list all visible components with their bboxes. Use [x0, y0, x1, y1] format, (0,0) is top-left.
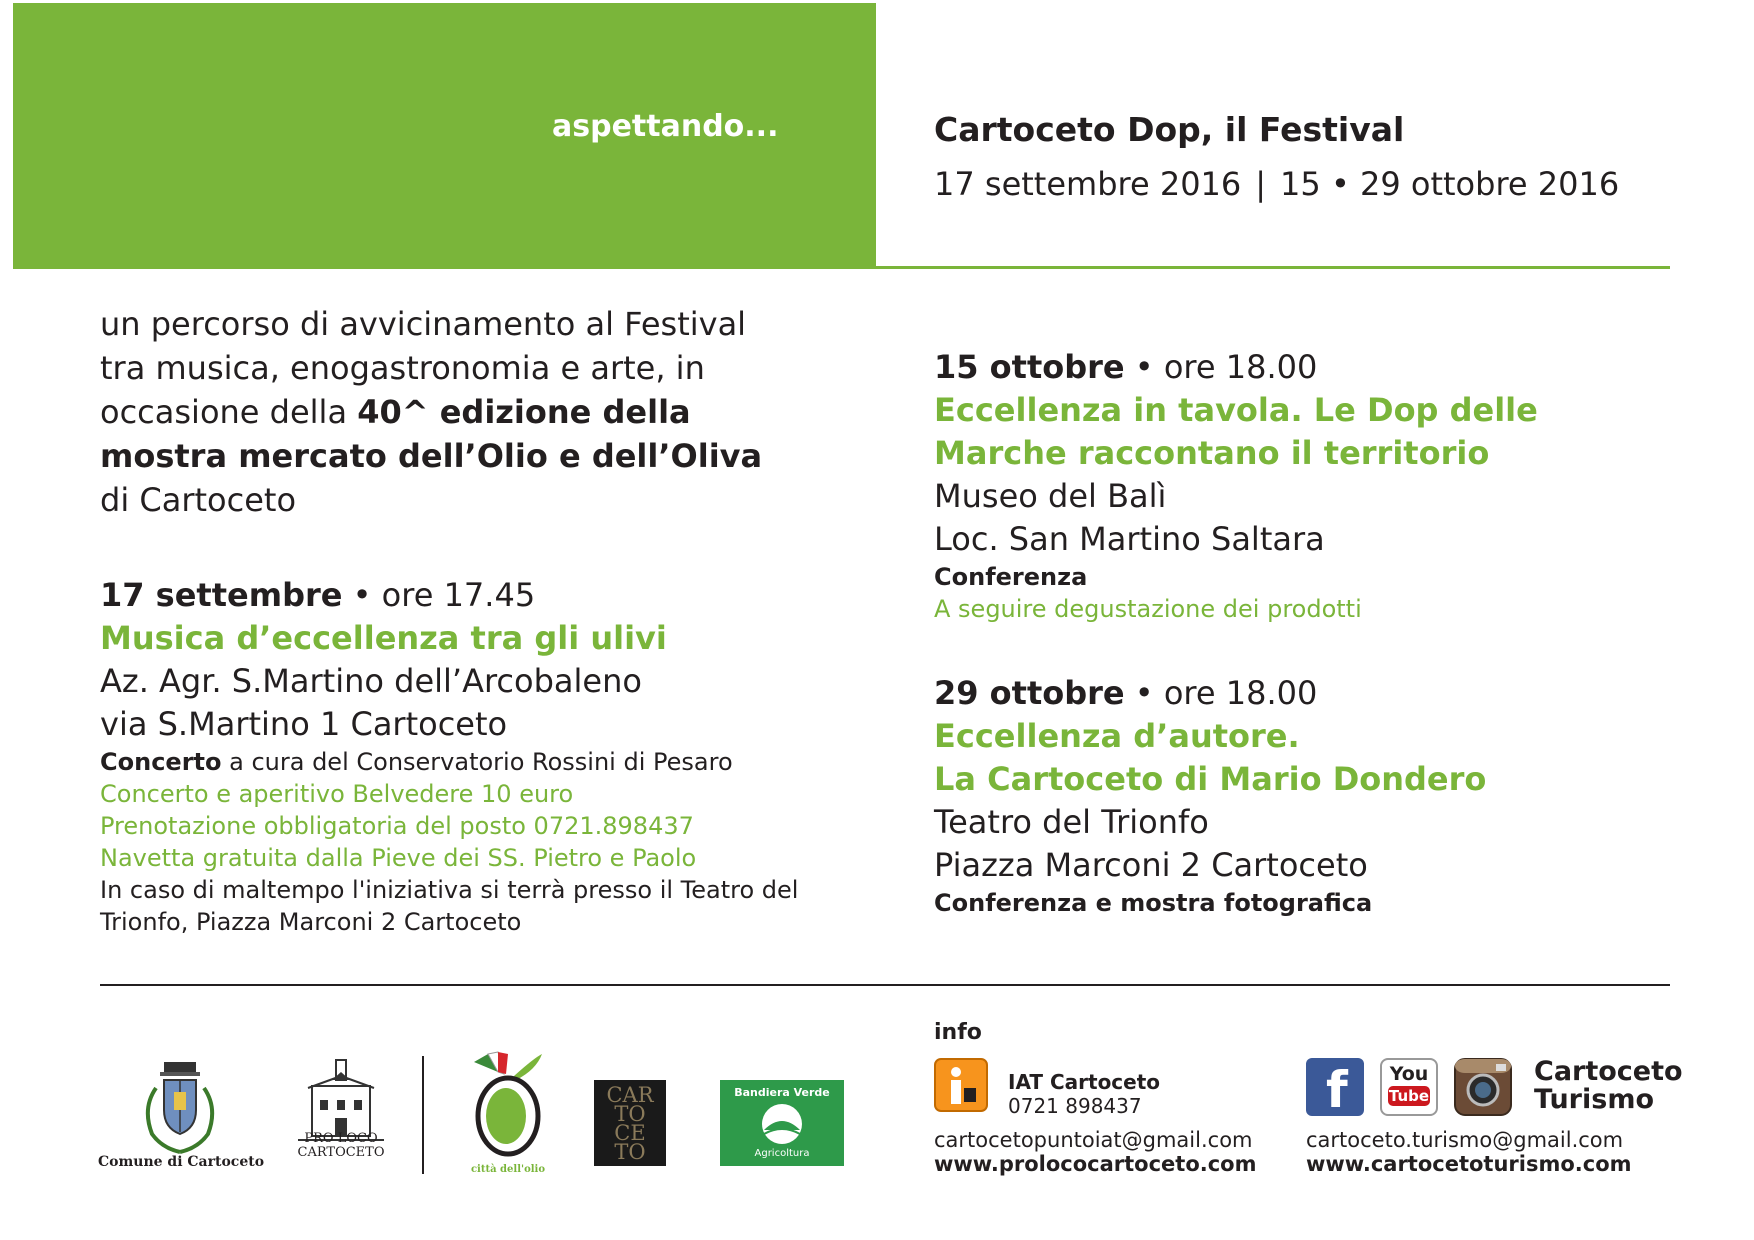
comune-label: Comune di Cartoceto: [98, 1154, 265, 1170]
event-type: Conferenza e mostra fotografica: [934, 889, 1373, 917]
intro-paragraph: [100, 302, 820, 522]
event-note: A seguire degustazione dei prodotti: [934, 595, 1362, 623]
iat-phone[interactable]: 0721 898437: [1008, 1094, 1142, 1118]
bandiera-verde-subtitle: Agricoltura: [754, 1148, 810, 1159]
event-address: Piazza Marconi 2 Cartoceto: [934, 846, 1368, 884]
event-29-ottobre: [934, 672, 1674, 919]
event-type: [100, 746, 840, 778]
event-title: Eccellenza in tavola. Le Dop delle: [934, 391, 1538, 429]
cartoceto-turismo-title: [1534, 1058, 1683, 1114]
iat-info-icon: [934, 1058, 988, 1112]
date-separator: |: [1255, 165, 1267, 203]
event-17-settembre: [100, 574, 840, 938]
instagram-icon[interactable]: [1454, 1058, 1512, 1116]
event-type: Conferenza: [934, 563, 1088, 591]
iat-email-link[interactable]: cartocetopuntoiat@gmail.com: [934, 1128, 1253, 1152]
event-place: Teatro del Trionfo: [934, 803, 1209, 841]
event-title: Musica d’eccellenza tra gli ulivi: [100, 619, 667, 657]
cartoceto-logo-text: CE: [614, 1121, 646, 1145]
event-rain-note: In caso di maltempo l'iniziativa si terrà presso il Teatro del Trionfo, Piazza Marconi 2 Cartoceto: [100, 876, 799, 936]
info-label: info: [934, 1020, 982, 1045]
turismo-website-link[interactable]: www.cartocetoturismo.com: [1306, 1152, 1632, 1176]
youtube-icon-top: You: [1389, 1063, 1429, 1085]
cartoceto-turismo-line: Turismo: [1534, 1084, 1654, 1115]
event-title: Eccellenza d’autore.: [934, 717, 1300, 755]
event-date-line: [100, 574, 840, 617]
comune-coat-of-arms-icon: [134, 1058, 226, 1158]
header-underline: [876, 266, 1670, 269]
event-date: 29 ottobre: [934, 674, 1125, 712]
event-place: Az. Agr. S.Martino dell’Arcobaleno: [100, 662, 642, 700]
logo-separator: [422, 1056, 424, 1174]
intro-highlight: mostra mercato dell’Olio e dell’Oliva: [100, 437, 763, 475]
event-type-bold: Concerto: [100, 748, 222, 776]
event-title: Marche raccontano il territorio: [934, 434, 1490, 472]
citta-olio-olive-icon: [468, 1050, 548, 1170]
tagline: aspettando...: [552, 109, 779, 144]
festival-date-september: 17 settembre 2016: [934, 165, 1242, 203]
youtube-icon-bottom: Tube: [1388, 1087, 1430, 1105]
intro-line: [100, 390, 820, 434]
festival-date-october: 15 • 29 ottobre 2016: [1280, 165, 1620, 203]
event-time: • ore 18.00: [1124, 348, 1318, 386]
event-15-ottobre: [934, 346, 1674, 625]
event-note: Concerto e aperitivo Belvedere 10 euro: [100, 780, 574, 808]
bandiera-verde-hills-icon: [760, 1102, 804, 1146]
bandiera-verde-logo: [720, 1080, 844, 1166]
intro-text: occasione della: [100, 393, 358, 431]
event-date-line: [934, 346, 1674, 389]
festival-dates: [934, 165, 1619, 203]
event-note: Prenotazione obbligatoria del posto 0721.898437: [100, 812, 694, 840]
event-time: • ore 17.45: [342, 576, 536, 614]
event-date: 15 ottobre: [934, 348, 1125, 386]
intro-line: tra musica, enogastronomia e arte, in: [100, 349, 705, 387]
footer-divider: [100, 984, 1670, 986]
intro-highlight: 40^ edizione della: [357, 393, 691, 431]
event-date: 17 settembre: [100, 576, 343, 614]
event-place: Museo del Balì: [934, 477, 1167, 515]
bandiera-verde-title: Bandiera Verde: [734, 1086, 830, 1099]
event-date-line: [934, 672, 1674, 715]
cartoceto-logo: [594, 1080, 666, 1166]
event-time: • ore 18.00: [1124, 674, 1318, 712]
intro-line: un percorso di avvicinamento al Festival: [100, 305, 747, 343]
proloco-label-line: CARTOCETO: [297, 1145, 385, 1160]
proloco-label: [282, 1132, 400, 1160]
youtube-icon[interactable]: [1380, 1058, 1438, 1116]
event-type-rest: a cura del Conservatorio Rossini di Pesaro: [221, 748, 733, 776]
event-title: La Cartoceto di Mario Dondero: [934, 760, 1487, 798]
turismo-email-link[interactable]: cartoceto.turismo@gmail.com: [1306, 1128, 1624, 1152]
cartoceto-logo-text: CAR: [606, 1083, 654, 1107]
cartoceto-turismo-line: Cartoceto: [1534, 1056, 1683, 1087]
iat-name: IAT Cartoceto: [1008, 1070, 1161, 1094]
facebook-icon[interactable]: f: [1306, 1058, 1364, 1116]
festival-title: Cartoceto Dop, il Festival: [934, 110, 1405, 149]
citta-olio-label: città dell'olio: [470, 1164, 546, 1175]
proloco-website-link[interactable]: www.prolococartoceto.com: [934, 1152, 1257, 1176]
event-address: Loc. San Martino Saltara: [934, 520, 1325, 558]
event-address: via S.Martino 1 Cartoceto: [100, 705, 508, 743]
event-note: Navetta gratuita dalla Pieve dei SS. Pietro e Paolo: [100, 844, 697, 872]
proloco-label-line: PRO LOCO: [304, 1131, 378, 1146]
intro-line: di Cartoceto: [100, 481, 297, 519]
cartoceto-logo-text: TO: [614, 1102, 646, 1126]
cartoceto-logo-text: TO: [614, 1140, 646, 1164]
